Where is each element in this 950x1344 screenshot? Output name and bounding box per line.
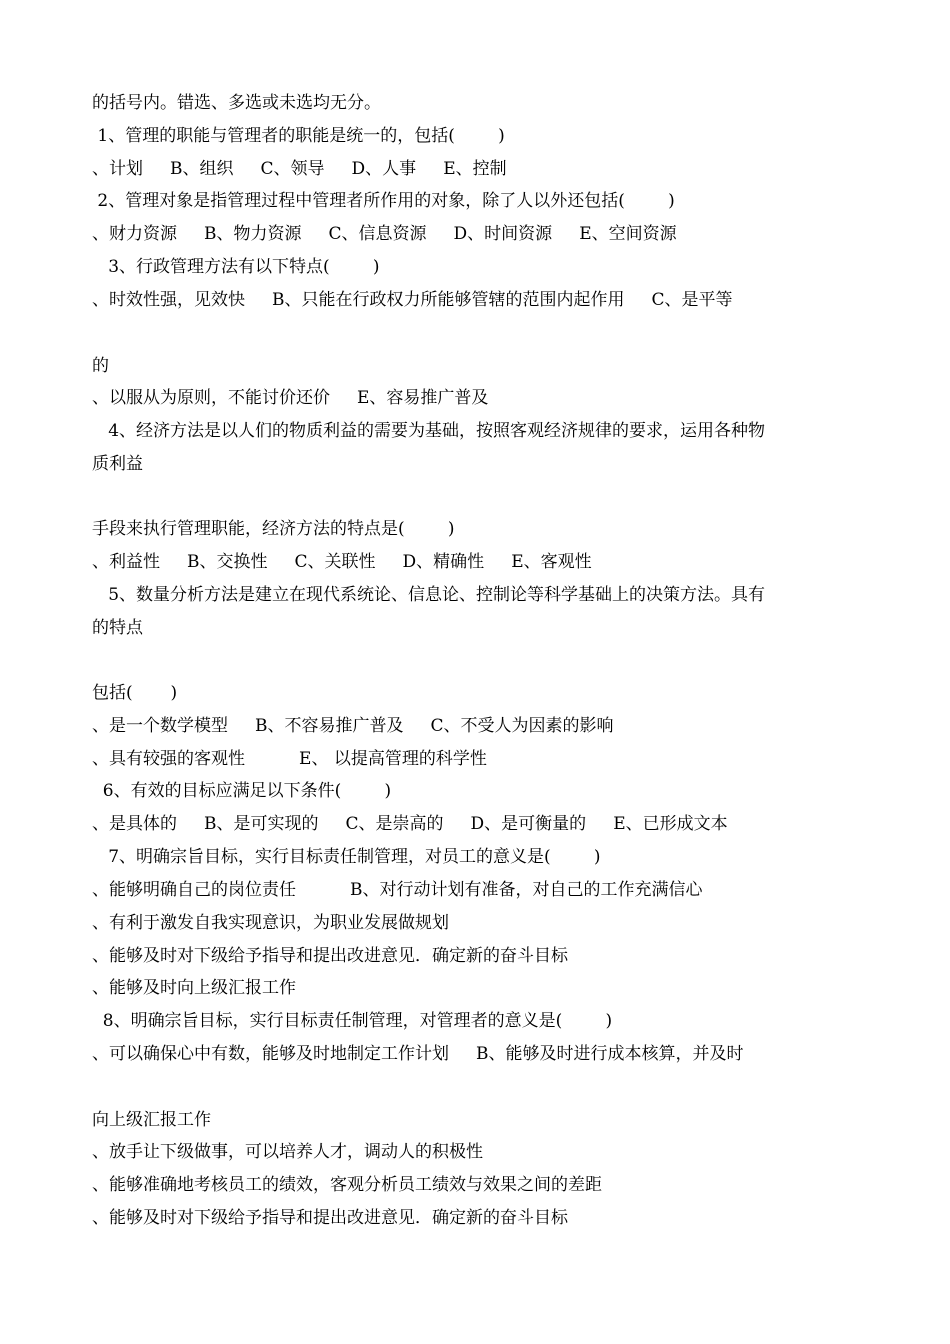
question-6: 6、有效的目标应满足以下条件( ) <box>92 781 392 801</box>
question-2: 2、管理对象是指管理过程中管理者所作用的对象，除了人以外还包括( ) <box>92 191 675 211</box>
question-3-options-2: 、以服从为原则，不能讨价还价 E、容易推广普及 <box>92 388 489 408</box>
question-7-option-e: 、能够及时向上级汇报工作 <box>92 978 296 998</box>
question-4-options: 、利益性 B、交换性 C、关联性 D、精确性 E、客观性 <box>92 552 592 572</box>
question-3-options-cont: 的 <box>92 356 109 376</box>
question-7-option-c: 、有利于激发自我实现意识，为职业发展做规划 <box>92 913 449 933</box>
question-8-option-d: 、能够准确地考核员工的绩效，客观分析员工绩效与效果之间的差距 <box>92 1175 602 1195</box>
question-5-options-2: 、具有较强的客观性 E、 以提高管理的科学性 <box>92 749 487 769</box>
question-3-options: 、时效性强，见效快 B、只能在行政权力所能够管辖的范围内起作用 C、是平等 <box>92 290 733 310</box>
question-7-option-d: 、能够及时对下级给予指导和提出改进意见．确定新的奋斗目标 <box>92 946 568 966</box>
question-4-cont: 质利益 <box>92 454 143 474</box>
question-7: 7、明确宗旨目标，实行目标责任制管理，对员工的意义是( ) <box>92 847 601 867</box>
question-7-option-a: 、能够明确自己的岗位责任 B、对行动计划有准备，对自己的工作充满信心 <box>92 880 703 900</box>
question-5-options: 、是一个数学模型 B、不容易推广普及 C、不受人为因素的影响 <box>92 716 614 736</box>
question-8-option-b-cont: 向上级汇报工作 <box>92 1110 211 1130</box>
instruction-line: 的括号内。错选、多选或未选均无分。 <box>92 93 381 113</box>
question-8: 8、明确宗旨目标，实行目标责任制管理，对管理者的意义是( ) <box>92 1011 613 1031</box>
question-1: 1、管理的职能与管理者的职能是统一的，包括( ) <box>92 126 505 146</box>
question-8-option-c: 、放手让下级做事，可以培养人才，调动人的积极性 <box>92 1142 483 1162</box>
question-5: 5、数量分析方法是建立在现代系统论、信息论、控制论等科学基础上的决策方法。具有 <box>92 585 766 605</box>
question-4: 4、经济方法是以人们的物质利益的需要为基础，按照客观经济规律的要求，运用各种物 <box>92 421 766 441</box>
question-4-cont-2: 手段来执行管理职能，经济方法的特点是( ) <box>92 519 455 539</box>
question-8-option-e: 、能够及时对下级给予指导和提出改进意见．确定新的奋斗目标 <box>92 1208 568 1228</box>
question-5-cont: 的特点 <box>92 618 143 638</box>
question-2-options: 、财力资源 B、物力资源 C、信息资源 D、时间资源 E、空间资源 <box>92 224 677 244</box>
question-6-options: 、是具体的 B、是可实现的 C、是崇高的 D、是可衡量的 E、已形成文本 <box>92 814 728 834</box>
question-5-cont-2: 包括( ) <box>92 683 178 703</box>
question-8-option-a: 、可以确保心中有数，能够及时地制定工作计划 B、能够及时进行成本核算，并及时 <box>92 1044 744 1064</box>
question-3: 3、行政管理方法有以下特点( ) <box>92 257 380 277</box>
question-1-options: 、计划 B、组织 C、领导 D、人事 E、控制 <box>92 159 507 179</box>
